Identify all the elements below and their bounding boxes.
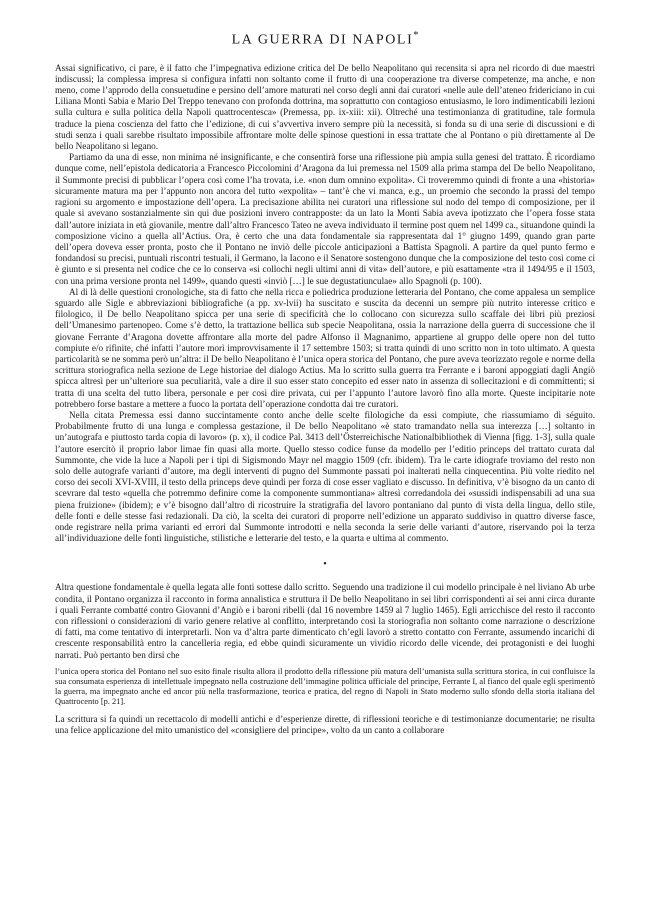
footnote-mark: * — [413, 30, 419, 41]
running-header-title: LA GUERRA DI NAPOLI — [231, 32, 414, 48]
paragraph-4: Nella citata Premessa essi danno succintamente conto anche delle scelte filologiche da essi compiute, che riassumiamo di séguito. Probabilmente frutto di una lunga e complessa gestazione, il De bello Neapolitano «è stato tramandato nella sua interezza […] soltanto in un’autografa e piuttosto tarda copia di lavoro» (p. x), il codice Pal. 3413 dell’Österreichische Nationalbibliothek di Vienna [figg. 1-3], sulla quale l’autore esercitò il proprio labor limae fin quasi alla morte. Quello stesso codice funse da modello per l’editio princeps del trattato curata dal Summonte, che vide la luce a Napoli per i tipi di Sigismondo Mayr nel maggio 1509 (cfr. ibidem). Tra le carte idiografe troviamo del resto non solo delle autografe varianti d’autore, ma degli interventi di pugno del Summonte passati poi inalterati nella cinquecentina. Più volte riedito nel corso dei secoli XVI-XVIII, il testo della princeps deve quindi per forza di cose esser vagliato e discusso. In definitiva, v’è bisogno da un canto di scevrare dal testo «quella che potremmo definire come la componente summontiana» altresì corredandola dei «sussidi indispensabili ad una sua piena fruizione» (ibidem); e v’è bisogno dall’altro di ricostruire la stratigrafia del lavoro pontaniano dal punto di vista della lingua, dello stile, delle fonti e delle stesse fasi redazionali. Da ciò, la scelta dei curatori di proporre nell’edizione un apparato suddiviso in quattro diverse fasce, onde registrare nella prima varianti ed errori dal Summonte introdotti e nella seconda la serie delle varianti d’autore, riservando poi la terza all’individuazione delle fonti linguistiche, stilistiche e letterarie del testo, e la quarta e ultima al commento. — [55, 409, 595, 544]
running-header — [55, 30, 595, 49]
page — [55, 30, 595, 736]
paragraph-5: Altra questione fondamentale è quella legata alle fonti sottese dallo scritto. Seguendo una tradizione il cui modello principale è nel liviano Ab urbe condita, il Pontano organizza il racconto in forma annalistica e struttura il De bello Neapolitano in sei libri corrispondenti ai sei anni circa durante i quali Ferrante combatté contro Giovanni d’Angiò e i baroni ribelli (dal 16 novembre 1459 al 7 luglio 1465). Egli arricchisce del resto il racconto con riflessioni o considerazioni di vario genere relative al conflitto, interpretando così la storiografia non soltanto come narrazione o descrizione di fatti, ma come tentativo di interpretarli. Non va d’altra parte dimenticato ch’egli lavorò a stretto contatto con Ferrante, assumendo incarichi di crescente responsabilità entro la cancelleria regia, ed ebbe quindi sicuramente un vividio ricordo delle vicende, dei protagonisti e dei luoghi narrati. Può pertanto ben dirsi che — [55, 582, 595, 660]
paragraph-2: Partiamo da una di esse, non minima né insignificante, e che consentirà forse una riflessione più ampia sulla genesi del trattato. È ricordiamo dunque come, nell’epistola dedicatoria a Francesco Piccolomini d’Aragona da lui premessa nel 1509 alla prima stampa del De bello Neapolitano, il Summonte precisi di pubblicar l’opera così come l’ha trovata, i.e. «non dum omnino expolita». Ci troveremmo quindi di fronte a una «historia» sicuramente matura ma per l’appunto non ancora del tutto «expolita» – tant’è che vi manca, e.g., un proemio che secondo la prassi del tempo ragioni su argomento e impostazione dell’opera. La precisazione abilita nei curatori una riflessione sul nodo del tempo di composizione, per il quale si avevano sostanzialmente sin qui due posizioni invero contrapposte: da un lato la Monti Sabia aveva ipotizzato che l’opera fosse stata dall’autore iniziata in età giovanile, mentre dall’altro Francesco Tateo ne aveva individuato il termine post quem nel 1499 ca., situandone quindi la composizione vicino a quella all’Actius. Ora, è certo che una data fondamentale sia rappresentata dal 1° giugno 1499, quando gran parte dell’opera doveva esser pronta, posto che il Pontano ne inviò delle piccole anticipazioni a Battista Spagnoli. A partire da quel punto fermo e fondandosi su precisi, puntuali riscontri testuali, il Germano, la Iacono e il Senatore sostengono dunque che la composizione del testo così come ci è giunto e si presenta nel codice che ce lo conserva «si collochi negli ultimi anni di vita» dell’autore, e più esattamente «tra il 1494/95 e il 1503, con una prima versione pronta nel 1499», quando questi «inviò […] le sue degustatiunculae» allo Spagnoli (p. 100). — [55, 152, 595, 286]
block-quote: l’unica opera storica del Pontano nel suo esito finale risulta allora il prodotto della riflessione più matura dell’umanista sulla scrittura storica, in cui confluisce la sua consumata esperienza di intellettuale impegnato nella costruzione dell’immagine politica ufficiale del principe, Ferrante I, al fianco del quale egli sperimentò la guerra, ma impegnato anche ed ancor più nella trasformazione, teorica e pratica, del regno di Napoli in Stato moderno sullo sfondo della storia italiana del Quattrocento [p. 21]. — [55, 666, 595, 707]
paragraph-1: Assai significativo, ci pare, è il fatto che l’impegnativa edizione critica del De bello Neapolitano qui recensita si apra nel ricordo di due maestri indiscussi; la complessa impresa si configura infatti non soltanto come il frutto di una cooperazione tra diverse competenze, ma anche, e non meno, come l’approdo della consuetudine e persino dell’amore maturati nel corso degli anni dai curatori «nelle aule dell’ateneo fridericiano in cui Liliana Monti Sabia e Mario Del Treppo tenevano con profonda dottrina, ma soprattutto con contagioso entusiasmo, le loro indimenticabili lezioni sulla cultura e sulla politica della Napoli quattrocentesca» (Premessa, pp. ix-xiii: xii). Oltreché una testimonianza di gratitudine, tale formula traduce la piena coscienza del fatto che l’edizione, di cui s’avvertiva invero sempre più la necessità, si fonda su di una serie di discussioni e di studi senza i quali sarebbe risultato impossibile affrontare molte delle spinose questioni in essa trattate che al Pontano o più direttamente al De bello Neapolitano si legano. — [55, 62, 595, 152]
paragraph-6: La scrittura si fa quindi un recettacolo di modelli antichi e d’esperienze dirette, di riflessioni teoriche e di testimonianze documentarie; ne risulta una felice applicazione del mito umanistico del «consigliere del principe», volto da un canto a collaborare — [55, 713, 595, 735]
section-separator: • — [323, 559, 327, 571]
paragraph-3: Al di là delle questioni cronologiche, sta di fatto che nella ricca e poliedrica produzione letteraria del Pontano, che come appalesa un semplice sguardo alle Sigle e abbreviazioni bibliografiche (a pp. xv-lvii) ha suscitato e suscita da decenni un sempre più nutrito interesse critico e filologico, il De bello Neapolitano spicca per una serie di specificità che lo collocano con sicurezza sullo scaffale dei libri più preziosi dell’Umanesimo partenopeo. Come s’è detto, la trattazione bellica sub specie Neapolitana, ossia la narrazione della guerra di successione che il giovane Ferrante d’Aragona dovette affrontare alla morte del padre Alfonso il Magnanimo, appartiene al gruppo delle opere non del tutto compiute e/o rifinite, ché infatti l’autore morì improvvisamente il 17 settembre 1503; si tratta quindi di uno scritto non in toto ultimato. A questa particolarità se ne somma però un’altra: il De bello Neapolitano è l’unica opera storica del Pontano, che pure aveva teorizzato regole e norme della scrittura storiografica nella sezione de Lege historiae del dialogo Actius. Ma lo scritto sulla guerra tra Ferrante e i baroni appoggiati dagli Angiò spicca altresì per un’ulteriore sua peculiarità, vale a dire il suo esser stato concepito ed esser nato in assenza di sollecitazioni e di committenti; si tratta di una scelta del tutto libera, personale e per così dire privata, cui per l’appunto l’autore lavorò fino alla morte. Queste incipitarie note potrebbero forse bastare a mettere a fuoco la portata dell’operazione condotta dai tre curatori. — [55, 286, 595, 409]
